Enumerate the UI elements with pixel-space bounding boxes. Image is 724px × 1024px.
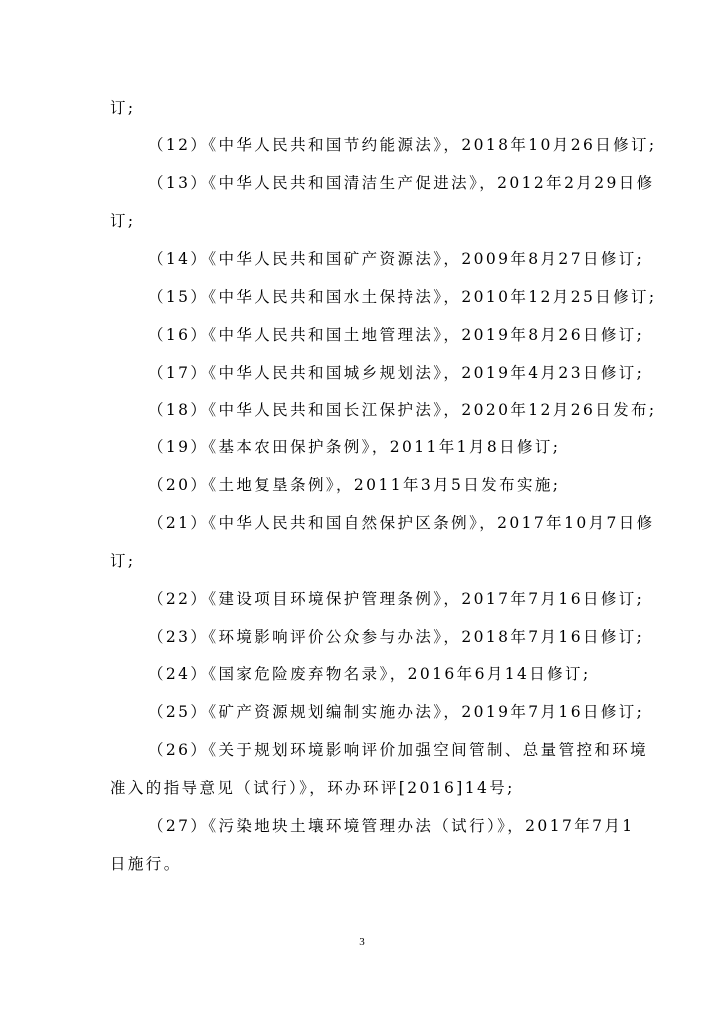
text-line-1: 订; bbox=[110, 99, 136, 117]
page-number: 3 bbox=[359, 936, 365, 948]
text-line-2: （12）《中华人民共和国节约能源法》，2018年10月26日修订; bbox=[148, 136, 657, 154]
text-line-10: （19）《基本农田保护条例》，2011年1月8日修订; bbox=[148, 438, 561, 456]
text-line-21: 日施行。 bbox=[110, 855, 182, 873]
text-line-17: （25）《矿产资源规划编制实施办法》，2019年7月16日修订; bbox=[148, 703, 645, 721]
text-line-14: （22）《建设项目环境保护管理条例》，2017年7月16日修订; bbox=[148, 590, 645, 608]
text-line-13: 订; bbox=[110, 552, 136, 570]
text-line-19: 准入的指导意见（试行）》，环办环评[2016]14号; bbox=[110, 779, 515, 797]
text-line-5: （14）《中华人民共和国矿产资源法》，2009年8月27日修订; bbox=[148, 250, 645, 268]
text-line-12: （21）《中华人民共和国自然保护区条例》，2017年10月7日修 bbox=[148, 514, 655, 532]
text-line-16: （24）《国家危险废弃物名录》，2016年6月14日修订; bbox=[148, 665, 591, 683]
text-line-18: （26）《关于规划环境影响评价加强空间管制、总量管控和环境 bbox=[148, 741, 649, 759]
text-line-4: 订; bbox=[110, 212, 136, 230]
text-line-8: （17）《中华人民共和国城乡规划法》，2019年4月23日修订; bbox=[148, 364, 645, 382]
text-line-3: （13）《中华人民共和国清洁生产促进法》，2012年2月29日修 bbox=[148, 174, 655, 192]
text-line-20: （27）《污染地块土壤环境管理办法（试行）》，2017年7月1 bbox=[148, 817, 635, 835]
text-line-6: （15）《中华人民共和国水土保持法》，2010年12月25日修订; bbox=[148, 288, 657, 306]
text-line-11: （20）《土地复垦条例》，2011年3月5日发布实施; bbox=[148, 476, 561, 494]
text-line-15: （23）《环境影响评价公众参与办法》，2018年7月16日修订; bbox=[148, 628, 645, 646]
text-line-9: （18）《中华人民共和国长江保护法》，2020年12月26日发布; bbox=[148, 401, 657, 419]
text-line-7: （16）《中华人民共和国土地管理法》，2019年8月26日修订; bbox=[148, 326, 645, 344]
